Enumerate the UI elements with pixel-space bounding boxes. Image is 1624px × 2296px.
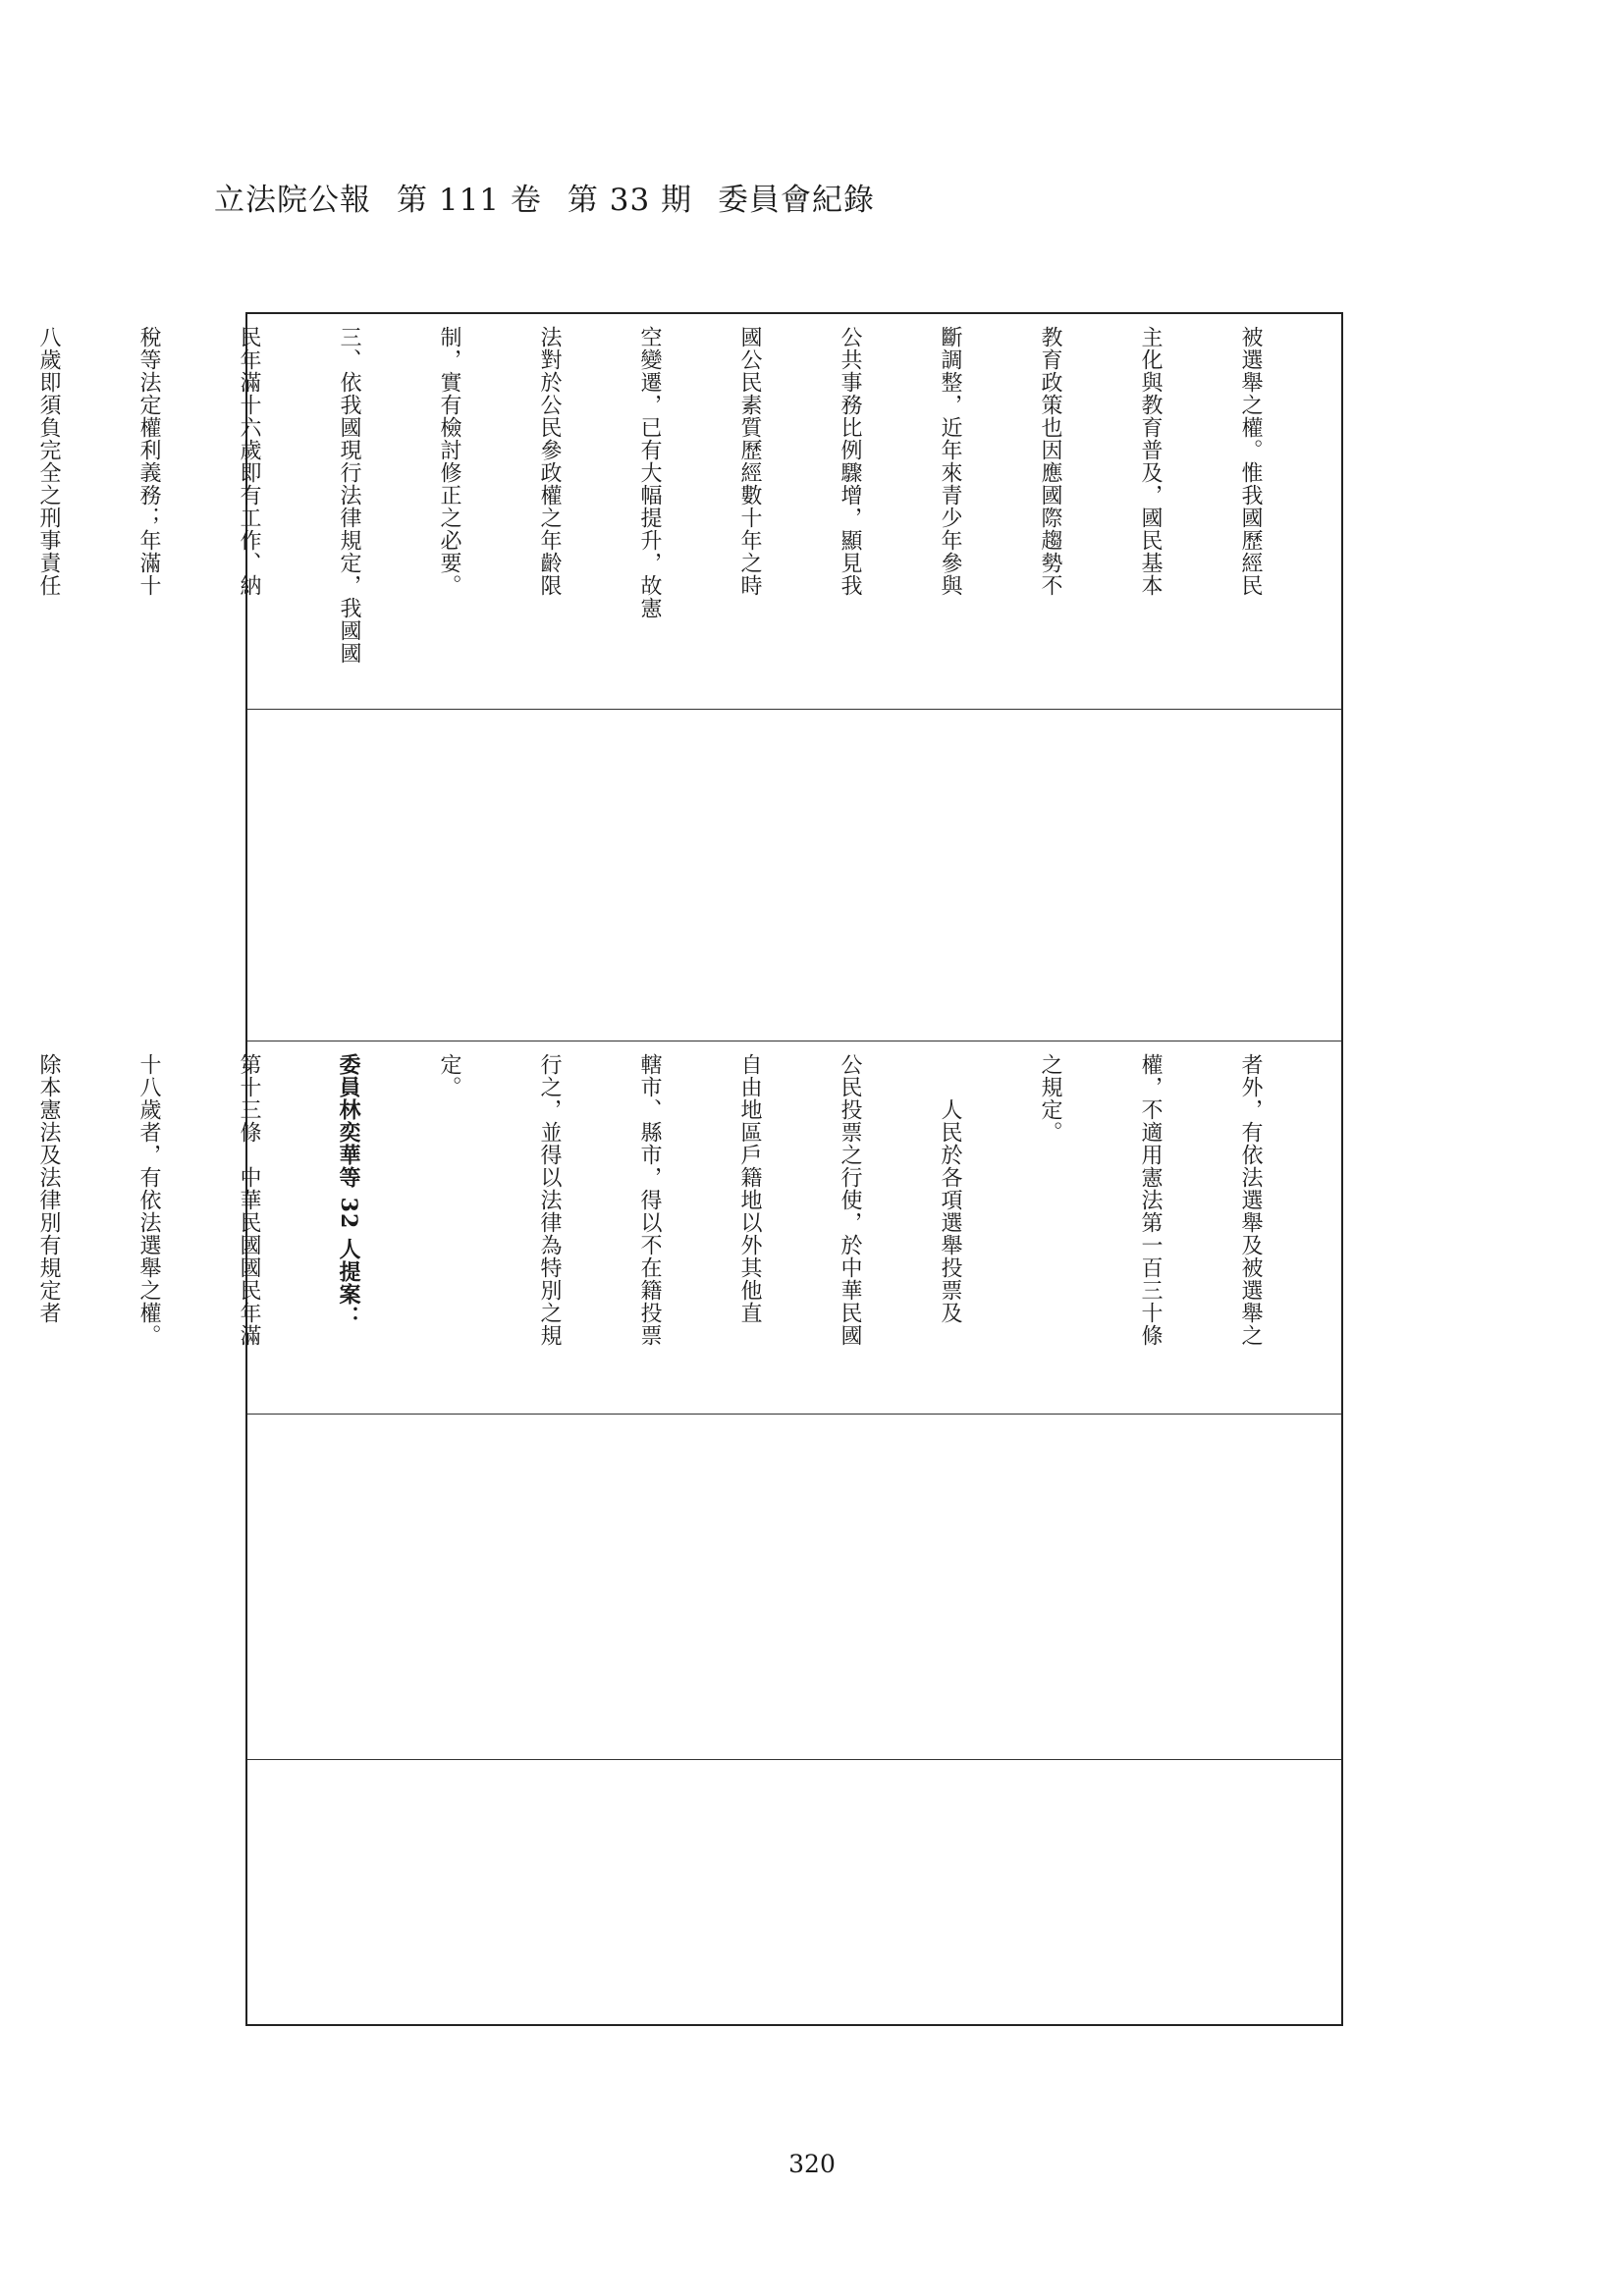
text-line: 第十三條 中華民國國民年滿 <box>237 1053 261 1347</box>
text-line: 被選舉之權。惟我國歷經民 <box>1238 326 1263 597</box>
text-line: 斷調整，近年來青少年參與 <box>938 326 962 597</box>
text-line: 制，實有檢討修正之必要。 <box>437 326 461 597</box>
text-line: 轄市、縣市，得以不在籍投票 <box>637 1053 662 1347</box>
text-line: 定。 <box>437 1053 461 1098</box>
volume-label: 第 111 卷 <box>397 183 542 218</box>
page-number: 320 <box>788 2150 836 2178</box>
table-row-empty <box>247 1759 1341 2026</box>
text-line: 三、依我國現行法律規定，我國國 <box>337 326 361 665</box>
text-line: 自由地區戶籍地以外其他直 <box>737 1053 762 1324</box>
text-line: 國公民素質歷經數十年之時 <box>737 326 762 597</box>
table-row-explanation <box>36 314 1341 709</box>
explanation-text <box>0 326 1333 699</box>
text-line: 者外，有依法選舉及被選舉之 <box>1238 1053 1263 1347</box>
table-row-empty <box>247 709 1341 1041</box>
issue-label: 第 33 期 <box>567 183 693 218</box>
text-line: 法對於公民參政權之年齡限 <box>537 326 562 597</box>
page-header <box>214 175 900 219</box>
proposal-heading: 委員林奕華等 32 人提案： <box>336 1053 361 1328</box>
text-line: 之規定。 <box>1038 1053 1062 1144</box>
text-line: 稅等法定權利義務；年滿十 <box>136 326 161 597</box>
provisions-text <box>0 1053 1333 1404</box>
text-line: 教育政策也因應國際趨勢不 <box>1038 326 1062 597</box>
text-line: 八歲即須負完全之刑事責任 <box>36 326 61 597</box>
section-label: 委員會紀錄 <box>718 183 876 218</box>
comparison-table <box>36 312 1343 2026</box>
text-line: 權，不適用憲法第一百三十條 <box>1138 1053 1163 1347</box>
text-line: 主化與教育普及，國民基本 <box>1138 326 1163 597</box>
text-line: 除本憲法及法律別有規定者 <box>36 1053 61 1324</box>
table-row-provisions <box>36 1041 1341 1414</box>
text-line: 民年滿十六歲即有工作、納 <box>237 326 261 597</box>
publication-title: 立法院公報 <box>214 183 371 218</box>
table-row-empty <box>247 1414 1341 1759</box>
text-line: 十八歲者，有依法選舉之權。 <box>136 1053 161 1347</box>
text-line: 人民於各項選舉投票及 <box>938 1053 962 1324</box>
text-line: 行之，並得以法律為特別之規 <box>537 1053 562 1347</box>
text-line: 公共事務比例驟增，顯見我 <box>838 326 862 597</box>
text-line: 空變遷，已有大幅提升，故憲 <box>637 326 662 619</box>
text-line: 公民投票之行使，於中華民國 <box>838 1053 862 1347</box>
